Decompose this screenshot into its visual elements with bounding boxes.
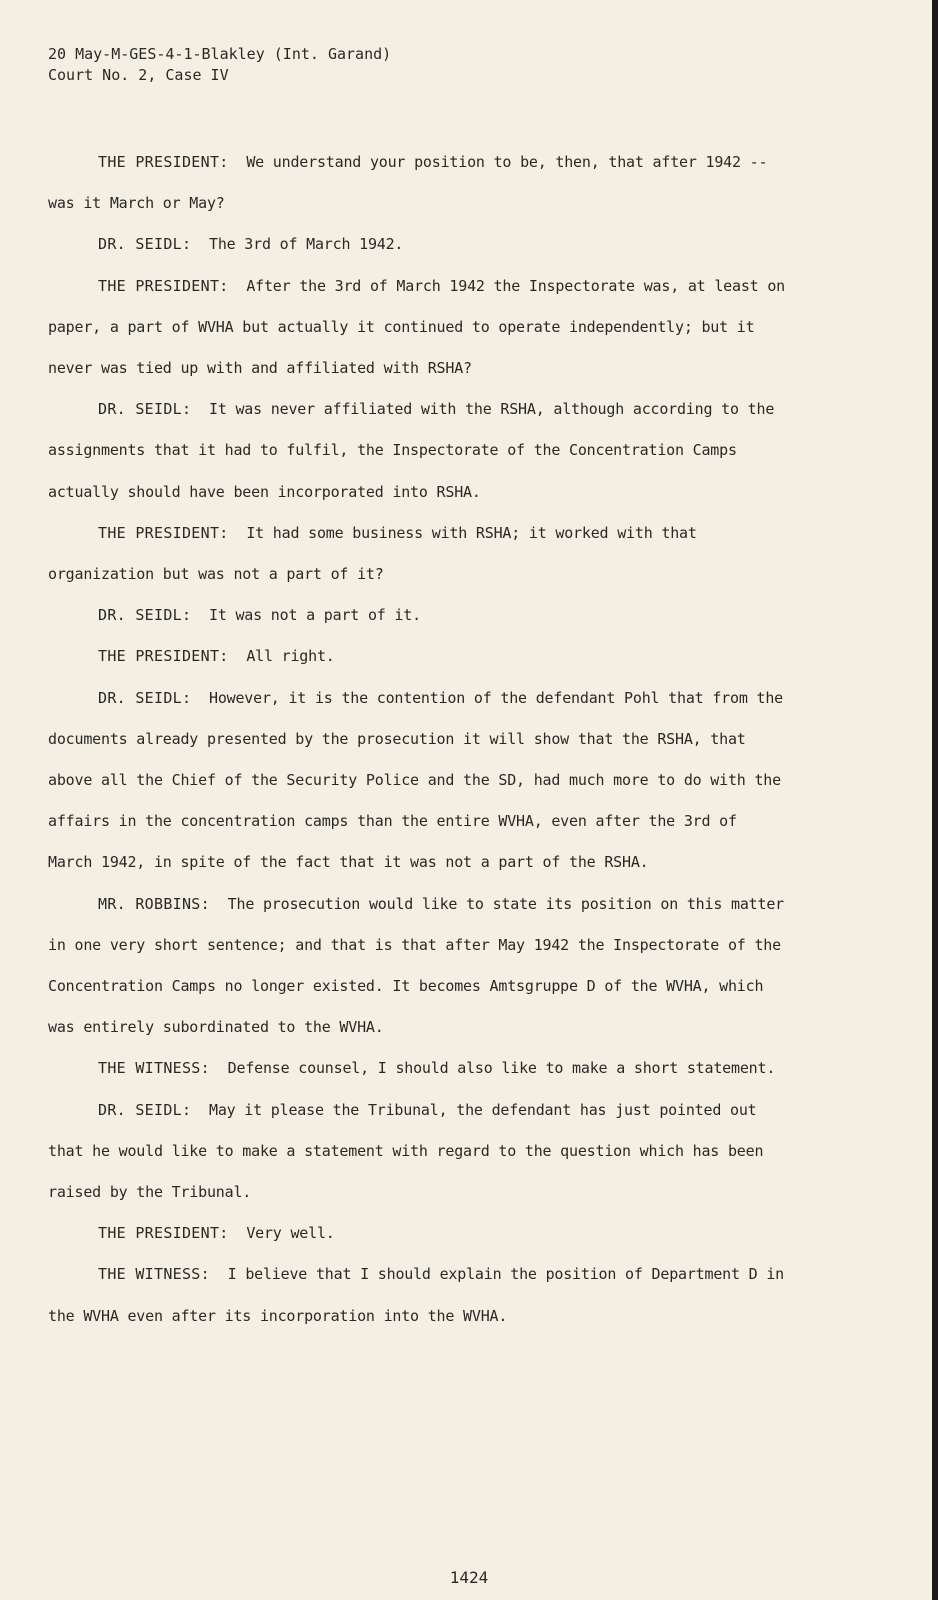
header-court-line: Court No. 2, Case IV: [48, 66, 229, 84]
paragraph: [48, 678, 788, 884]
paragraph-text: It was never affiliated with the RSHA, although according to the assignments that it had to fulfil, the Inspectorate of the Concentration Camps actually should have been incorporated into RSHA.: [48, 400, 775, 501]
header-reference-line: 20 May-M-GES-4-1-Blakley (Int. Garand): [48, 45, 392, 63]
speaker-label: THE WITNESS:: [98, 1059, 210, 1078]
speaker-label: THE PRESIDENT:: [98, 647, 229, 666]
paragraph: [48, 1048, 788, 1089]
paragraph: [48, 224, 788, 265]
speaker-label: DR. SEIDL:: [98, 1100, 192, 1119]
document-header: [48, 44, 391, 86]
paragraph-text: It was not a part of it.: [208, 606, 421, 625]
paragraph: [48, 389, 788, 513]
paragraph-text: It had some business with RSHA; it worked with that organization but was not a part of it?: [48, 523, 697, 584]
paragraph: [48, 884, 788, 1049]
speaker-label: THE PRESIDENT:: [98, 1224, 229, 1243]
transcript-body: [48, 142, 788, 1337]
paragraph: [48, 513, 788, 595]
paragraph: [48, 1090, 788, 1214]
paragraph: [48, 595, 788, 636]
speaker-label: THE PRESIDENT:: [98, 523, 229, 542]
paragraph-text: All right.: [246, 647, 335, 666]
paragraph: [48, 636, 788, 677]
speaker-label: MR. ROBBINS:: [98, 894, 210, 913]
paragraph-text: May it please the Tribunal, the defendant has just pointed out that he would like to make a statement with regard to the question which has been raised by the Tribunal.: [48, 1100, 764, 1202]
paragraph-text: The 3rd of March 1942.: [208, 235, 404, 254]
speaker-label: DR. SEIDL:: [98, 400, 192, 419]
paragraph-text: However, it is the contention of the defendant Pohl that from the documents already presented by the prosecution it will show that the RSHA, that above all the Chief of the Security Police and the SD, had much more to do with the affairs in the concentration camps than the entire WVHA, even after the 3rd of March 1942, in spite of the fact that it was not a part of the RSHA.: [48, 688, 783, 872]
speaker-label: DR. SEIDL:: [98, 606, 192, 625]
speaker-label: DR. SEIDL:: [98, 235, 192, 254]
paragraph-text: I believe that I should explain the position of Department D in the WVHA even after its incorporation into the WVHA.: [48, 1265, 784, 1325]
speaker-label: THE WITNESS:: [98, 1265, 210, 1284]
page-number: 1424: [449, 1568, 489, 1587]
paragraph: [48, 266, 788, 390]
paragraph-text: We understand your position to be, then, that after 1942 -- was it March or May?: [48, 153, 768, 213]
speaker-label: THE PRESIDENT:: [98, 153, 229, 171]
speaker-label: THE PRESIDENT:: [98, 276, 229, 295]
paragraph: [48, 142, 788, 224]
speaker-label: DR. SEIDL:: [98, 688, 192, 707]
paragraph: [48, 1254, 788, 1336]
paragraph-text: After the 3rd of March 1942 the Inspectorate was, at least on paper, a part of WVHA but actually it continued to operate independently; but it never was tied up with and affiliated with RSHA?: [48, 276, 785, 378]
paragraph: [48, 1213, 788, 1254]
paragraph-text: Very well.: [246, 1224, 335, 1243]
paragraph-text: Defense counsel, I should also like to make a short statement.: [227, 1059, 776, 1078]
paragraph-text: The prosecution would like to state its position on this matter in one very short sentence; and that is that after May 1942 the Inspectorate of the Concentration Camps no longer existed. It becomes Amtsgruppe D of the WVHA, which was entirely subordinated to the WVHA.: [48, 894, 784, 1037]
